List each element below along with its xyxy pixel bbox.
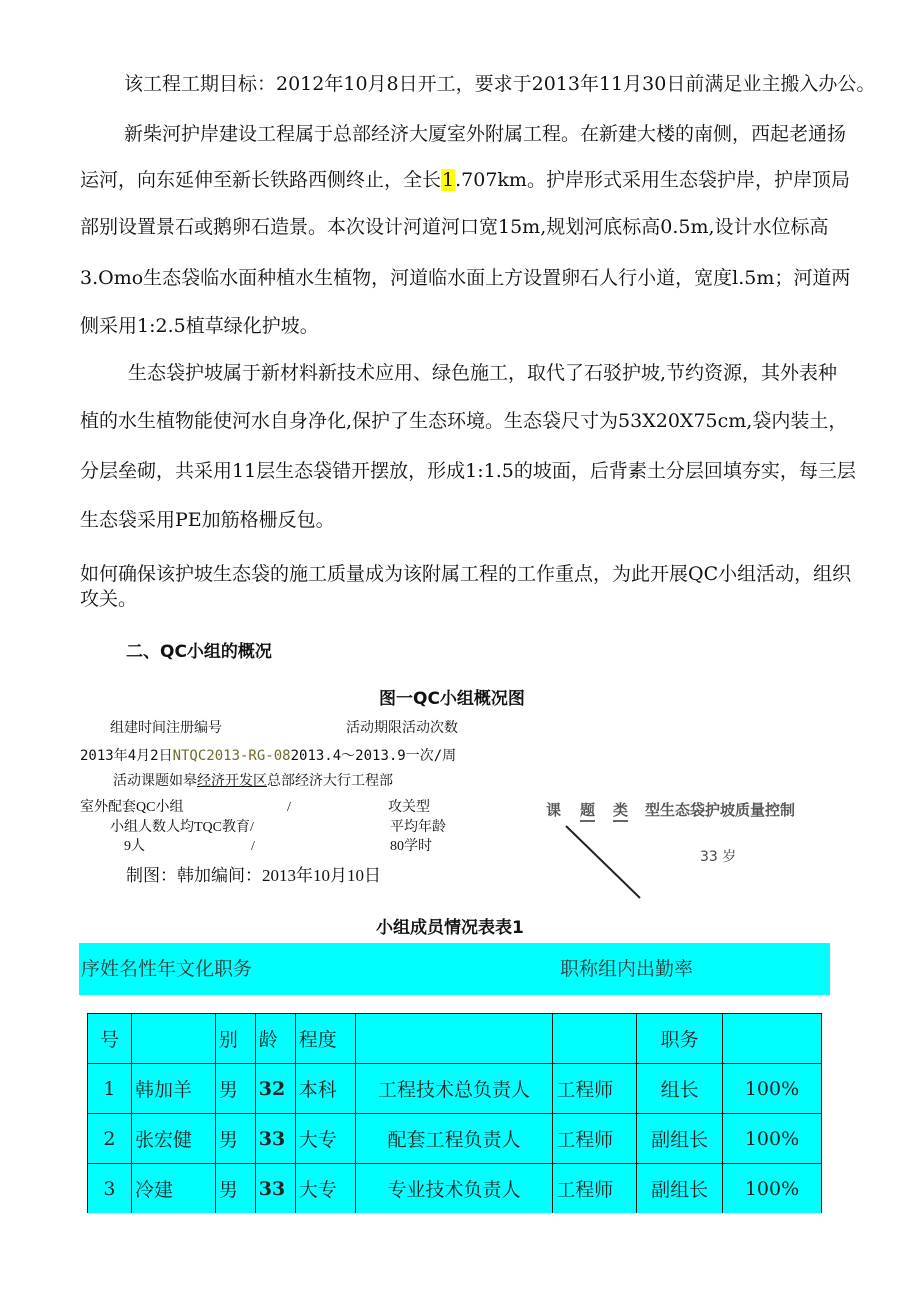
side-topic-title: 型生态袋护坡质量控制 xyxy=(645,801,796,819)
cell-attendance: 100% xyxy=(723,1164,822,1214)
table-caption: 小组成员情况表表1 xyxy=(376,918,524,938)
figure-title: 图一QC小组概况图 xyxy=(379,689,525,709)
cell-name: 张宏健 xyxy=(131,1114,215,1164)
header-columns-right: 职称组内出勤率 xyxy=(560,958,694,980)
figure-member-count: 9人 xyxy=(124,839,145,854)
member-table xyxy=(87,1013,822,1213)
paragraph-focus-line-1: 如何确保该护坡生态袋的施工质量成为该附属工程的工作重点，为此开展QC小组活动，组织 xyxy=(80,563,852,585)
cell-sex: 男 xyxy=(215,1064,255,1114)
cell-education: 大专 xyxy=(295,1164,355,1214)
section-heading: 二、QC小组的概况 xyxy=(126,642,272,662)
header-cell: 龄 xyxy=(255,1014,295,1064)
table-row xyxy=(88,1064,822,1114)
underlined-text: 经济开发区 xyxy=(197,774,267,789)
figure-slash: / xyxy=(287,800,291,815)
highlighted-text: 1 xyxy=(442,169,455,191)
paragraph-project-line-1: 新柴河护岸建设工程属于总部经济大厦室外附属工程。在新建大楼的南侧，西起老通扬 xyxy=(124,123,847,145)
register-code: NTQC2013-RG-08 xyxy=(172,748,291,764)
cell-name: 冷建 xyxy=(131,1164,215,1214)
paragraph-ecobag-line-2: 植的水生植物能使河水自身净化,保护了生态环境。生态袋尺寸为53X20X75cm,袋内装土， xyxy=(80,410,848,432)
paragraph-project-line-4: 3.Omo生态袋临水面种植水生植物，河道临水面上方设置卵石人行小道，宽度l.5m；河道两 xyxy=(80,267,851,289)
paragraph-project-line-5: 侧采用1:2.5植草绿化护坡。 xyxy=(80,315,319,337)
figure-credit: 制图：韩加编间：2013年10月10日 xyxy=(126,866,381,885)
cell-age: 33 xyxy=(255,1164,295,1214)
cell-education: 大专 xyxy=(295,1114,355,1164)
side-label-lei: 类 xyxy=(613,799,628,822)
period-frequency: 2013.4～2013.9一次/周 xyxy=(290,748,457,764)
text-segment: .707km。护岸形式采用生态袋护岸，护岸顶局 xyxy=(455,169,850,191)
founded-date: 2013年4月2日 xyxy=(80,748,173,764)
text-segment: 总部经济大行工程部 xyxy=(267,774,393,789)
figure-label-avg-age: 平均年龄 xyxy=(390,820,446,835)
header-cell: 号 xyxy=(88,1014,132,1064)
cell-role: 副组长 xyxy=(637,1114,723,1164)
cell-title: 工程师 xyxy=(553,1114,637,1164)
figure-label-period: 活动期限活动次数 xyxy=(346,721,458,736)
diagonal-line xyxy=(560,820,650,905)
header-cell: 别 xyxy=(215,1014,255,1064)
paragraph-ecobag-line-4: 生态袋采用PE加筋格栅反包。 xyxy=(80,509,335,531)
cell-title: 工程师 xyxy=(553,1164,637,1214)
figure-label-members: 小组人数人均TQC教育/ xyxy=(110,820,254,835)
header-columns-left: 序姓名性年文化职务 xyxy=(81,958,253,980)
header-cell xyxy=(723,1014,822,1064)
table-row xyxy=(88,1114,822,1164)
cell-role: 组长 xyxy=(637,1064,723,1114)
header-cell xyxy=(553,1014,637,1064)
figure-row-values xyxy=(80,748,456,764)
cell-name: 韩加羊 xyxy=(131,1064,215,1114)
paragraph-schedule: 该工程工期目标：2012年10月8日开工，要求于2013年11月30日前满足业主搬入办公。 xyxy=(124,73,876,95)
side-label-ke: 课 xyxy=(546,801,562,819)
paragraph-ecobag-line-3: 分层垒砌，共采用11层生态袋错开摆放，形成1:1.5的坡面，后背素土分层回填夯实，每三层 xyxy=(80,460,856,482)
table-row xyxy=(88,1164,822,1214)
header-cell xyxy=(131,1014,215,1064)
cell-attendance: 100% xyxy=(723,1114,822,1164)
cell-attendance: 100% xyxy=(723,1064,822,1114)
header-cell: 程度 xyxy=(295,1014,355,1064)
table-header-row xyxy=(88,1014,822,1064)
side-label-ti: 题 xyxy=(580,799,595,822)
table-header-bar xyxy=(79,943,830,995)
figure-label-founded: 组建时间注册编号 xyxy=(110,721,222,736)
cell-age: 33 xyxy=(255,1114,295,1164)
cell-role: 副组长 xyxy=(637,1164,723,1214)
paragraph-focus-line-2: 攻关。 xyxy=(80,588,138,610)
cell-duty: 专业技术负责人 xyxy=(355,1164,553,1214)
paragraph-project-line-3: 部别设置景石或鹅卵石造景。本次设计河道河口宽15m,规划河底标高0.5m,设计水位标高 xyxy=(80,216,829,238)
figure-group-type: 攻关型 xyxy=(388,800,430,815)
cell-duty: 工程技术总负责人 xyxy=(355,1064,553,1114)
cell-age: 32 xyxy=(255,1064,295,1114)
cell-education: 本科 xyxy=(295,1064,355,1114)
cell-duty: 配套工程负责人 xyxy=(355,1114,553,1164)
text-segment: 运河，向东延伸至新长铁路西侧终止，全长 xyxy=(80,169,442,191)
header-cell: 职务 xyxy=(637,1014,723,1064)
paragraph-project-line-2 xyxy=(80,170,850,190)
side-average-age: 33 岁 xyxy=(700,849,737,865)
cell-no: 2 xyxy=(88,1114,132,1164)
cell-sex: 男 xyxy=(215,1164,255,1214)
figure-slash: / xyxy=(251,839,255,854)
text-segment: 活动课题如皋 xyxy=(113,774,197,789)
cell-no: 1 xyxy=(88,1064,132,1114)
header-cell xyxy=(355,1014,553,1064)
cell-no: 3 xyxy=(88,1164,132,1214)
cell-sex: 男 xyxy=(215,1114,255,1164)
figure-tqc-hours: 80学时 xyxy=(390,839,432,854)
paragraph-ecobag-line-1: 生态袋护坡属于新材料新技术应用、绿色施工，取代了石驳护坡,节约资源，其外表种 xyxy=(128,362,838,384)
figure-group-name: 室外配套QC小组 xyxy=(80,800,184,815)
cell-title: 工程师 xyxy=(553,1064,637,1114)
figure-topic-line xyxy=(113,774,393,790)
